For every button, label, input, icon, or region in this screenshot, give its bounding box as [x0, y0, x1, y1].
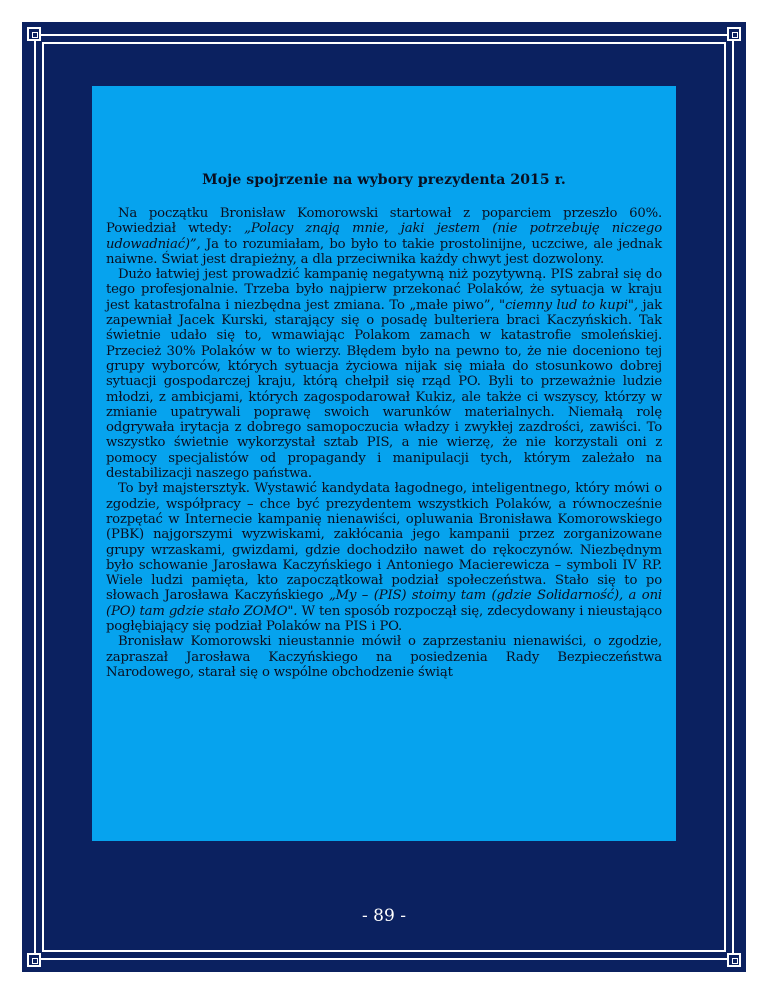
paragraph-1-text-b: Ja to rozumiałam, bo było to takie prostolinijne, uczciwe, ale jednak naiwne. Świat jest drapieżny, a dla przeciwnika każdy chwyt jest dozwolony.	[106, 236, 662, 267]
paragraph-4-text: Bronisław Komorowski nieustannie mówił o zaprzestaniu nienawiści, o zgodzie, zapraszał Jarosława Kaczyńskiego na posiedzenia Rady Bezpieczeństwa Narodowego, starał się o wspólne obchodzenie świąt	[106, 634, 662, 680]
paragraph-2	[106, 267, 662, 481]
corner-ornament-bottom-left	[27, 953, 41, 967]
paragraph-1-text-a: Na początku Bronisław Komorowski startował z poparciem przeszło 60%. Powiedział wtedy:	[106, 206, 662, 237]
paragraph-3	[106, 481, 662, 634]
paragraph-3-quote: „My – (PIS) stoimy tam (gdzie Solidarność), a oni (PO) tam gdzie stało ZOMO".	[106, 588, 662, 619]
document-title: Moje spojrzenie na wybory prezydenta 2015 r.	[202, 172, 566, 188]
page-content	[92, 86, 676, 841]
paragraph-4	[106, 634, 662, 680]
corner-ornament-bottom-right	[727, 953, 741, 967]
paragraph-3-text-a: To był majstersztyk. Wystawić kandydata łagodnego, inteligentnego, który mówi o zgodzie, współpracy – chce być prezydentem wszystkich Polaków, a równocześnie rozpętać w Internecie kampanię nienawiści, opluwania Bronisława Komorowskiego (PBK) najgorszymi wyzwiskami, zakłócania jego kampanii przez zorganizowane grupy wrzaskami, gwizdami, gdzie dochodziło nawet do rękoczynów. Niezbędnym było schowanie Jarosława Kaczyńskiego i Antoniego Macierewicza – symboli IV RP. Wiele ludzi pamięta, kto zapoczątkował podział społeczeństwa. Stało się to po słowach Jarosława Kaczyńskiego	[106, 481, 662, 604]
paragraph-1	[106, 206, 662, 267]
corner-ornament-top-left	[27, 27, 41, 41]
paragraph-2-text-b: jak zapewniał Jacek Kurski, starający się o posadę bulteriera braci Kaczyńskich. Tak świetnie udało się to, wmawiając Polakom zamach w katastrofie smoleńskiej. Przecież 30% Polaków w to wierzy. Błędem było na pewno to, że nie doceniono tej grupy wyborców, których sytuacja życiowa nijak się miała do stosunkowo dobrej sytuacji gospodarczej kraju, którą chełpił się rząd PO. Byli to przeważnie ludzie młodzi, z ambicjami, których zagospodarował Kukiz, ale także ci wszyscy, którzy w zmianie upatrywali poprawę swoich warunków materialnych. Niemałą rolę odgrywała irytacja z dobrego samopoczucia władzy i zwykłej zazdrości, zawiści. To wszystko świetnie wykorzystał sztab PIS, a nie wierzę, że nie korzystali oni z pomocy specjalistów od propagandy i manipulacji tych, którym zależało na destabilizacji naszego państwa.	[106, 297, 662, 482]
page-number: - 89 -	[362, 906, 406, 926]
corner-ornament-top-right	[727, 27, 741, 41]
paragraph-1-quote: „Polacy znają mnie, jaki jestem (nie potrzebuję niczego udowadniać)”,	[106, 221, 662, 252]
paragraph-3-text-b: W ten sposób rozpoczął się, zdecydowany i nieustająco pogłębiający się podział Polaków na PIS i PO.	[106, 603, 662, 635]
paragraph-2-text-a: Dużo łatwiej jest prowadzić kampanię negatywną niż pozytywną. PIS zabrał się do tego profesjonalnie. Trzeba było najpierw przekonać Polaków, że sytuacja w kraju jest katastrofalna i niezbędna jest zmiana. To „małe piwo”,	[106, 267, 662, 313]
paragraph-2-quote: "ciemny lud to kupi",	[499, 297, 638, 313]
